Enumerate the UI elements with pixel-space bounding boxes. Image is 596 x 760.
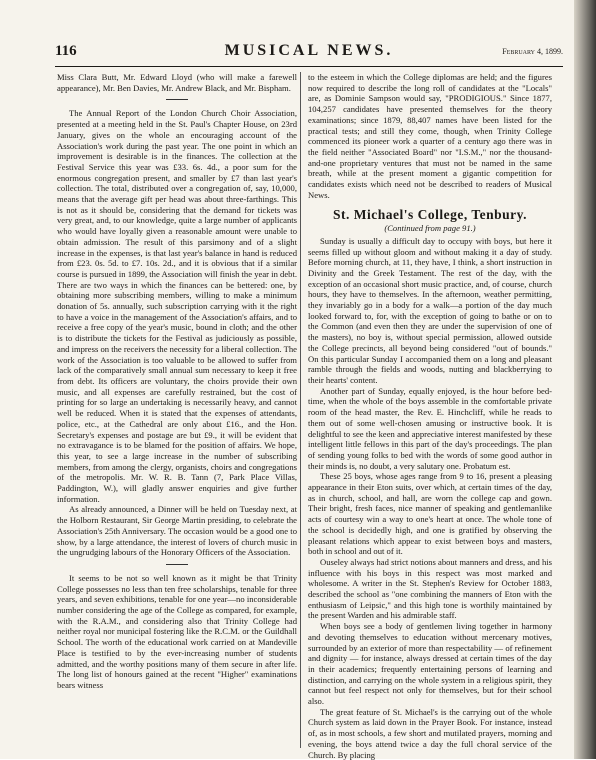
page-header bbox=[55, 40, 563, 64]
right-column bbox=[308, 72, 552, 760]
article-paragraph: As already announced, a Dinner will be held on Tuesday next, at the Holborn Restaurant, Sir George Martin presiding, to celebrate the Association's 25th Anniversary. The occasion would be a good one to show, by a large attendance, the interest of lovers of church music in the ungrudging labours of the Honorary Officers of the Association. bbox=[57, 504, 297, 558]
publication-title: MUSICAL NEWS. bbox=[224, 42, 394, 59]
column-rule bbox=[300, 72, 301, 748]
article-heading: St. Michael's College, Tenbury. bbox=[332, 207, 527, 223]
header-rule bbox=[55, 66, 563, 67]
article-paragraph: When boys see a body of gentlemen living together in harmony and devoting themselves to education without mercenary motives, surrounded by an exterior of more than respectability — of refinement and dignity — for instance, always dressed at certain times of the day in their academics; frequently entertaining persons of learning and distinction, and carrying on the whole system in a religious spirit, they cannot but feel respect not only for themselves, but for their school also. bbox=[308, 621, 552, 707]
article-paragraph: It seems to be not so well known as it might be that Trinity College possesses no less than ten free scholarships, tenable for three years, and seven exhibitions, tenable for one year—no inconsiderable number considering the age of the College as compared, for example, with the R.A.M., and considering also that Trinity College had neither royal nor municipal fostering like the R.C.M. or the Guildhall School. The worth of the educational work carried on at Mandeville Place is testified to by the ever-increasing number of students admitted, and the worthy positions many of them secure in after life. The long list of honours gained at the recent "Higher" examinations bears witness bbox=[57, 572, 297, 690]
section-divider bbox=[57, 99, 297, 100]
article-paragraph: The great feature of St. Michael's is the carrying out of the whole Church system as laid down in the Prayer Book. For instance, instead of, as in most schools, a few short and mutilated prayers, morning and evening, the boys attend twice a day the full choral service of the Church. By placing bbox=[308, 706, 552, 760]
article-paragraph: Miss Clara Butt, Mr. Edward Lloyd (who will make a farewell appearance), Mr. Ben Davies, Mr. Andrew Black, and Mr. Bispham. bbox=[57, 72, 297, 93]
continued-note: (Continued from page 91.) bbox=[384, 223, 476, 234]
article-paragraph: Ouseley always had strict notions about manners and dress, and his influence with his boys in this respect was most marked and wholesome. A writer in the St. Stephen's Review for October 1883, described the school as "one combining the manners of Eton with the enthusiasm of Leipsic," and this high tone is worthily maintained by the present Warden and his admirable staff. bbox=[308, 556, 552, 621]
article-paragraph: Sunday is usually a difficult day to occupy with boys, but here it seems filled up without gloom and without making it a day of study. Before morning church, at 11, they have, I think, a short instruction in Divinity and the Greek Testament. The rest of the day, with the exception of an occasional short music practice, and, of course, church hours, they have to themselves. In the afternoon, weather permitting, they invariably go in a body for a walk—a portion of the day much looked forward to, for, with the exception of going to bathe or on to the Common (and even then they are under the supervision of one of the masters), no boy is, without special permission, allowed outside the College precincts, all beyond being considered "out of bounds." On this particular Sunday I accompanied them on a long and pleasant ramble through the fields and woods, nutting and blackberrying to their hearts' content. bbox=[308, 235, 552, 385]
page-number: 116 bbox=[55, 43, 77, 59]
article-paragraph: to the esteem in which the College diplomas are held; and the figures now required to describe the long roll of candidates at the "Locals" are, as Dominie Sampson would say, "PRODIGIOUS." Since 1877, 104,257 candidates have presented themselves for the theory examinations; since 1879, 88,407 names have been listed for the practical tests; and still they come, though, when Trinity College commenced its pioneer work a quarter of a century ago there was in the field neither "Associated Board" nor "I.S.M.," nor the thousand-and-one proprietary ventures that must not be named in the same breath, while at the present moment a gigantic competition for candidates exists which need not be described to readers of Musical News. bbox=[308, 72, 552, 200]
article-paragraph: These 25 boys, whose ages range from 9 to 16, present a pleasing appearance in their Eton suits, over which, at certain times of the day, as in church, school, and hall, are worn the college cap and gown. Their bright, fresh faces, nice manner of speaking and gentlemanlike acts of courtesy win a way to one's heart at once. The whole tone of the school is decidedly high, and one is gratified by observing the pleasant relations which appear to exist between boys and masters, both in school and out of it. bbox=[308, 471, 552, 557]
section-divider bbox=[57, 564, 297, 565]
article-paragraph: The Annual Report of the London Church Choir Association, presented at a meeting held in the St. Paul's Chapter House, on 23rd January, gives on the whole an encouraging account of the Association's work during the past year. The one point in which an improvement is desirable is in the finances. The collection at the Festival Service this year was £33. 6s. 4d., a poor sum for the enormous congregation present, and smaller by £7 than last year's collection. The total, distributed over a congregation of, say, 10,000, means that the average gift per head was about three-farthings. This is not as it should be, considering that the demand for tickets was very great, and, to our knowledge, quite a large number of applicants who would have loyally given a reasonable amount were unable to obtain admission. The result of this parsimony and of a slight increase in the expenses, is that last year's balance in hand is reduced from £23. 0s. 5d. to £7. 10s. 2d., and it is obvious that if a similar course is pursued in 1899, the Association will finish the year in debt. There are two ways in which the finances can be bettered: one, by obtaining more subscribing members, willing to make a minimum donation of 5s. annually, such subscription carrying with it the right to have a voice in the management of the Association's affairs, and to receive a free copy of the year's music, bound in cloth; and the other is to distribute the tickets for the Festival as judiciously as possible, and impress on the receivers the necessity for a liberal collection. The work of the Association is too valuable to be allowed to suffer from lack of the comparatively small annual sum necessary to keep it free from debt. Its officers are voluntary, the choirs provide their own music, and all expenses are carefully restrained, but the cost of printing for so large an undertaking is necessarily heavy, and cannot well be reduced. When it is stated that the expenses of attendants, police, etc., at the Cathedral are only about £16., and the Hon. Secretary's expenses and postage are but £9., it will be evident that no extravagance is to be blamed for the position of affairs. We hope, this year, to see a large increase in the number of subscribing members, from among the clergy, organists, choirs and congregations of the metropolis. Mr. W. R. B. Tann (7, Park Place Villas, Paddington, W.), will gladly answer enquiries and give further information. bbox=[57, 108, 297, 504]
article-paragraph: Another part of Sunday, equally enjoyed, is the hour before bed-time, when the whole of the boys assemble in the comfortable private room of the head master, the Rev. E. Hinchcliff, while he reads to them out of some well-chosen amusing or instructive book. It is delightful to see the keen and appreciative interest manifested by these intelligent little fellows in this part of the day's proceedings. The plan of sending young folks to bed with the words of some good author in their minds is, no doubt, a very salutary one. Probatum est. bbox=[308, 385, 552, 471]
issue-date: February 4, 1899. bbox=[502, 47, 563, 56]
page-binding-shadow bbox=[574, 0, 596, 759]
left-column bbox=[57, 72, 297, 691]
